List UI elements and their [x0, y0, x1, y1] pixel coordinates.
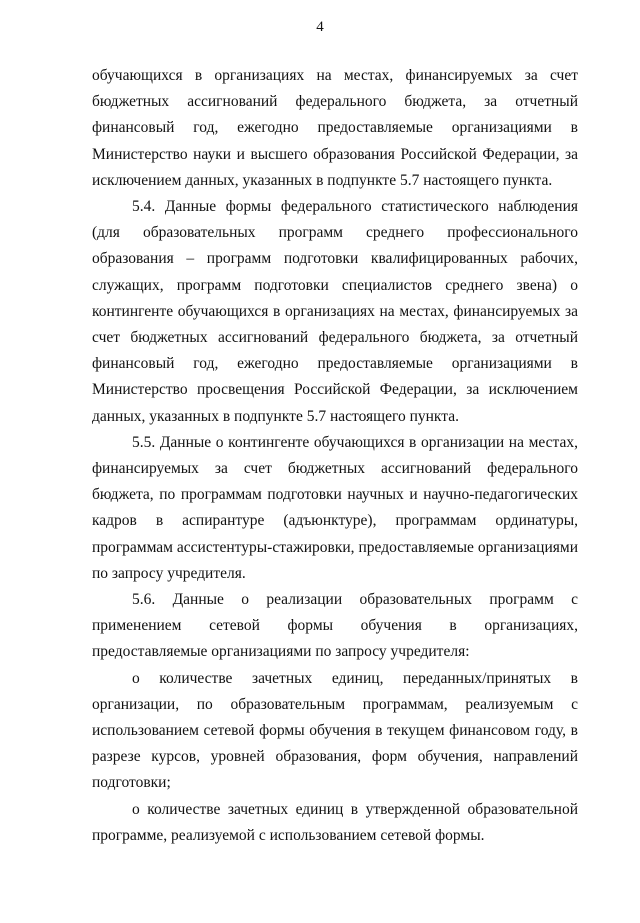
- paragraph-5-6-item-credits-approved: о количестве зачетных единиц в утвержденной образовательной программе, реализуемой с использованием сетевой формы.: [92, 800, 578, 844]
- paragraph-5-6-item-credits-transferred: о количестве зачетных единиц, переданных/принятых в организации, по образовательным программам, реализуемым с использованием сетевой формы обучения в текущем финансовом году, в разрезе курсов, уровней образования, форм обучения, направлений подготовки;: [92, 669, 578, 792]
- paragraph-5-4: 5.4. Данные формы федерального статистического наблюдения (для образовательных программ среднего профессионального образования – программ подготовки квалифицированных рабочих, служащих, программ подготовки специалистов среднего звена) о контингенте обучающихся в организациях на местах, финансируемых за счет бюджетных ассигнований федерального бюджета, за отчетный финансовый год, ежегодно предоставляемые организациями в Министерство просвещения Российской Федерации, за исключением данных, указанных в подпункте 5.7 настоящего пункта.: [92, 198, 578, 425]
- document-body: [92, 63, 578, 849]
- paragraph-5-6: 5.6. Данные о реализации образовательных программ с применением сетевой формы обучения в организациях, предоставляемые организациями по запросу учредителя:: [92, 591, 578, 661]
- paragraph-continuation: обучающихся в организациях на местах, финансируемых за счет бюджетных ассигнований федерального бюджета, за отчетный финансовый год, ежегодно предоставляемые организациями в Министерство науки и высшего образования Российской Федерации, за исключением данных, указанных в подпункте 5.7 настоящего пункта.: [92, 67, 578, 189]
- page-number: 4: [316, 19, 324, 35]
- paragraph-5-5: 5.5. Данные о контингенте обучающихся в организации на местах, финансируемых за счет бюджетных ассигнований федерального бюджета, по программам подготовки научных и научно-педагогических кадров в аспирантуре (адъюнктуре), программам ординатуры, программам ассистентуры-стажировки, предоставляемые организациями по запросу учредителя.: [92, 433, 578, 582]
